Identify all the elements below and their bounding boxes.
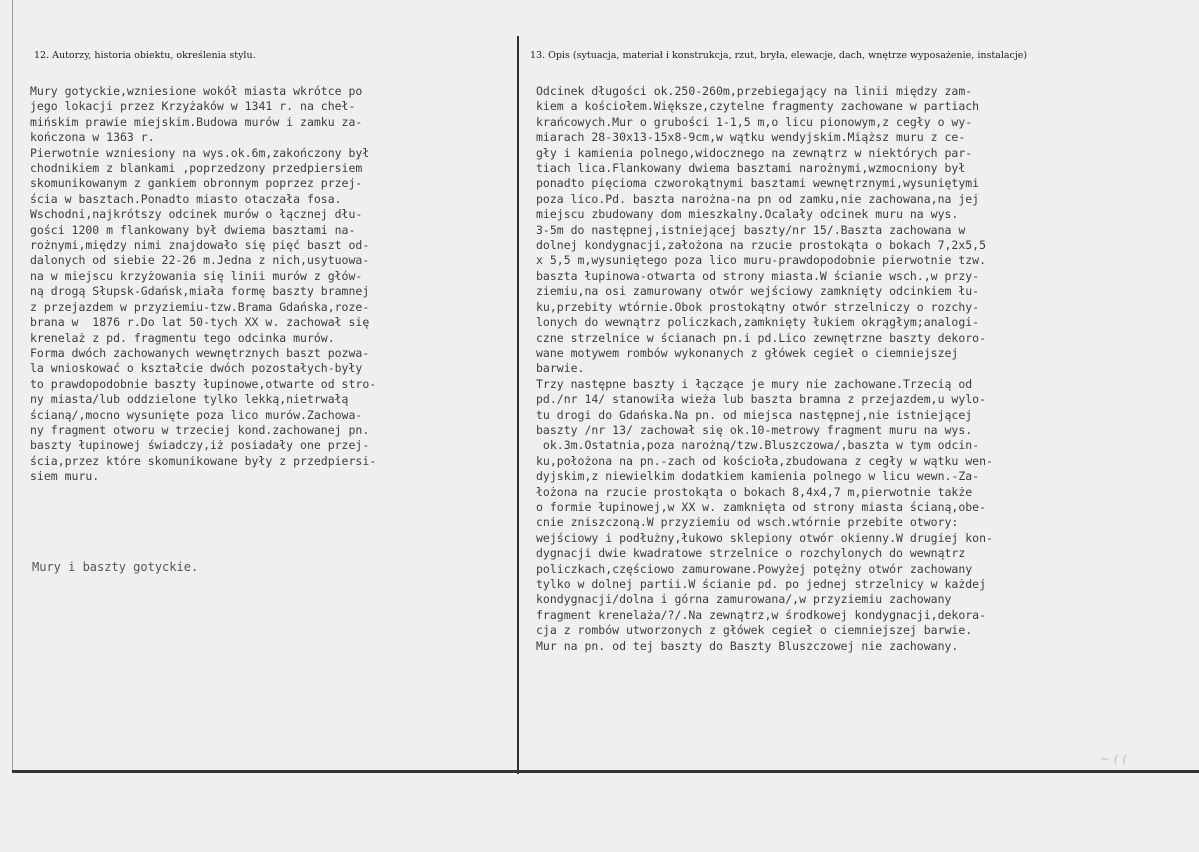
description-text-line: dolnej kondygnacji,założona na rzucie prostokąta o bokach 7,2x5,5 bbox=[536, 238, 987, 253]
description-text-line: barwie. bbox=[536, 361, 585, 376]
history-text-line: ny miasta/lub oddzielone tylko lekką,nietrwałą bbox=[30, 392, 349, 407]
style-text: Mury i baszty gotyckie. bbox=[32, 560, 199, 574]
history-text-line: krenelaż z pd. fragmentu tego odcinka murów. bbox=[30, 330, 335, 345]
history-text-line: rożnymi,między nimi znajdowało się pięć baszt od- bbox=[30, 238, 370, 253]
history-text-line: ny fragment otworu w trzeciej kond.zachowanej pn. bbox=[30, 422, 370, 437]
history-text-line: z przejazdem w przyziemiu-tzw.Brama Gdańska,roze- bbox=[30, 299, 370, 314]
description-text-line: łożona na rzucie prostokąta o bokach 8,4x4,7 m,pierwotnie także bbox=[536, 484, 973, 499]
history-text-line: skomunikowanym z gankiem obronnym poprzez przej- bbox=[30, 176, 363, 191]
description-text-line: cja z rombów utworzonych z główek cegieł o ciemniejszej barwie. bbox=[536, 623, 973, 638]
history-text-line: Forma dwóch zachowanych wewnętrznych baszt pozwa- bbox=[30, 345, 370, 360]
history-text-line: la wnioskować o kształcie dwóch pozostałych-były bbox=[30, 361, 363, 376]
history-text-line: ścia,przez które skomunikowane były z przedpiersi- bbox=[30, 453, 377, 468]
history-text-line: ścia w basztach.Ponadto miasto otaczała fosa. bbox=[30, 191, 342, 206]
description-text-line: lonych do wewnątrz policzkach,zamknięty łukiem okrągłym;analogi- bbox=[536, 315, 980, 330]
description-text-line: baszty /nr 13/ zachował się ok.10-metrowy fragment muru na wys. bbox=[536, 422, 973, 437]
history-text-line: chodnikiem z blankami ,poprzedzony przedpiersiem bbox=[30, 161, 363, 176]
description-text-line: cnie zniszczoną.W przyziemiu od wsch.wtórnie przebite otwory: bbox=[536, 515, 959, 530]
history-text-line: Mury gotyckie,wzniesione wokół miasta wkrótce po bbox=[30, 84, 363, 98]
description-text-line: miarach 28-30x13-15x8-9cm,w wątku wendyjskim.Miąższ muru z ce- bbox=[536, 130, 966, 145]
history-text bbox=[30, 84, 510, 485]
history-text-line: na w miejscu krzyżowania się linii murów z głów- bbox=[30, 268, 363, 283]
description-text-line: x 5,5 m,wysuniętego poza lico muru-prawdopodobnie pierwotnie tzw. bbox=[536, 253, 987, 268]
history-text-line: jego lokacji przez Krzyżaków w 1341 r. na cheł- bbox=[30, 99, 356, 114]
description-text-line: ku,przebity wtórnie.Obok prostokątny otwór strzelniczy o rozchy- bbox=[536, 299, 980, 314]
pencil-mark: ~ ( ( bbox=[1100, 752, 1128, 766]
section-13-header: 13. Opis (sytuacja, materiał i konstrukcja, rzut, bryła, elewacje, dach, wnętrze wyposażenie, instalacje) bbox=[530, 50, 1028, 61]
history-text-line: to prawdopodobnie baszty łupinowe,otwarte od stro- bbox=[30, 376, 377, 391]
description-text-line: ziemiu,na osi zamurowany otwór wejściowy zamknięty odcinkiem łu- bbox=[536, 284, 980, 299]
history-text-line: siem muru. bbox=[30, 469, 100, 484]
description-text-line: dygnacji dwie kwadratowe strzelnice o rozchylonych do wewnątrz bbox=[536, 546, 966, 561]
description-text-line: dyjskim,z niewielkim dodatkiem kamienia polnego w licu wewn.-Za- bbox=[536, 469, 980, 484]
description-text-line: 3-5m do następnej,istniejącej baszty/nr 15/.Baszta zachowana w bbox=[536, 222, 966, 237]
description-text bbox=[536, 84, 1196, 654]
description-text-line: poza lico.Pd. baszta narożna-na pn od zamku,nie zachowana,na jej bbox=[536, 191, 980, 206]
description-text-line: ponadto pięcioma czworokątnymi basztami wewnętrznymi,wysuniętymi bbox=[536, 176, 980, 191]
left-edge-line bbox=[12, 0, 13, 770]
description-text-line: miejscu zbudowany dom mieszkalny.Ocalały odcinek muru na wys. bbox=[536, 207, 959, 222]
description-text-line: ok.3m.Ostatnia,poza narożną/tzw.Bluszczowa/,baszta w tym odcin- bbox=[536, 438, 980, 453]
description-text-line: Trzy następne baszty i łączące je mury nie zachowane.Trzecią od bbox=[536, 376, 973, 391]
description-text-line: o formie łupinowej,w XX w. zamknięta od strony miasta ścianą,obe- bbox=[536, 499, 987, 514]
history-text-line: ścianą/,mocno wysunięte poza lico murów.Zachowa- bbox=[30, 407, 363, 422]
history-text-line: gości 1200 m flankowany był dwiema basztami na- bbox=[30, 222, 356, 237]
description-text-line: wejściowy i podłużny,łukowo sklepiony otwór okienny.W drugiej kon- bbox=[536, 530, 993, 545]
description-text-line: tu drogi do Gdańska.Na pn. od miejsca następnej,nie istniejącej bbox=[536, 407, 973, 422]
description-text-line: tylko w dolnej partii.W ścianie pd. po jednej strzelnicy w każdej bbox=[536, 577, 987, 591]
description-text-line: policzkach,częściowo zamurowane.Powyżej potężny otwór zachowany bbox=[536, 561, 973, 576]
description-text-line: wane motywem rombów wykonanych z główek cegieł o ciemniejszej bbox=[536, 345, 959, 360]
description-text-line: fragment krenelaża/?/.Na zewnątrz,w środkowej kondygnacji,dekora- bbox=[536, 607, 987, 622]
description-text-line: baszta łupinowa-otwarta od strony miasta.W ścianie wsch.,w przy- bbox=[536, 268, 980, 283]
history-text-line: dalonych od siebie 22-26 m.Jedna z nich,usytuowa- bbox=[30, 253, 370, 268]
history-text-line: kończona w 1363 r. bbox=[30, 130, 155, 145]
history-text-line: Pierwotnie wzniesiony na wys.ok.6m,zakończony był bbox=[30, 145, 370, 160]
column-divider bbox=[517, 36, 519, 774]
description-text-line: krańcowych.Mur o grubości 1-1,5 m,o licu pionowym,z cegły o wy- bbox=[536, 114, 973, 129]
description-text-line: gły i kamienia polnego,widocznego na zewnątrz w niektórych par- bbox=[536, 145, 973, 160]
description-text-line: kondygnacji/dolna i górna zamurowana/,w przyziemiu zachowany bbox=[536, 592, 952, 607]
history-text-line: baszty łupinowej świadczy,iż posiadały one przej- bbox=[30, 438, 370, 453]
description-text-line: tiach lica.Flankowany dwiema basztami narożnymi,wzmocniony był bbox=[536, 161, 966, 176]
description-text-line: kiem a kościołem.Większe,czytelne fragmenty zachowane w partiach bbox=[536, 99, 980, 114]
history-text-line: mińskim prawie miejskim.Budowa murów i zamku za- bbox=[30, 114, 363, 129]
bottom-rule bbox=[12, 770, 1199, 773]
section-12-header: 12. Autorzy, historia obiektu, określenia stylu. bbox=[34, 50, 256, 61]
history-text-line: ną drogą Słupsk-Gdańsk,miała formę baszty bramnej bbox=[30, 284, 370, 299]
description-text-line: Mur na pn. od tej baszty do Baszty Bluszczowej nie zachowany. bbox=[536, 638, 959, 653]
description-text-line: pd./nr 14/ stanowiła wieża lub baszta bramna z przejazdem,u wylo- bbox=[536, 392, 987, 407]
description-text-line: czne strzelnice w ścianach pn.i pd.Lico zewnętrzne baszty dekoro- bbox=[536, 330, 987, 345]
description-text-line: ku,położona na pn.-zach od kościoła,zbudowana z cegły w wątku wen- bbox=[536, 453, 993, 468]
history-text-line: brana w 1876 r.Do lat 50-tych XX w. zachował się bbox=[30, 315, 370, 330]
history-text-line: Wschodni,najkrótszy odcinek murów o łącznej dłu- bbox=[30, 207, 363, 222]
description-text-line: Odcinek długości ok.250-260m,przebiegający na linii między zam- bbox=[536, 84, 973, 98]
